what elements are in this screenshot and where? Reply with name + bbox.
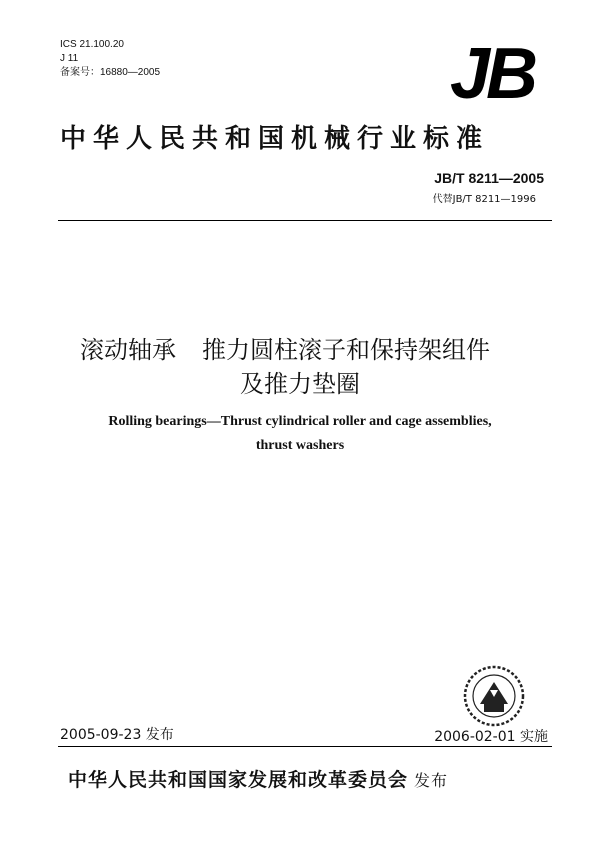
- ics-code: ICS 21.100.20: [60, 39, 124, 50]
- top-divider: [58, 220, 552, 221]
- chinese-title-line-1: [80, 330, 490, 365]
- issuing-authority-suffix: 发布: [414, 771, 449, 790]
- ccs-code: J 11: [60, 53, 79, 64]
- chinese-title-category: 滚动轴承: [80, 336, 176, 364]
- replaces-standard: 代替JB/T 8211—1996: [432, 194, 536, 205]
- english-title-line-2: thrust washers: [255, 438, 345, 453]
- english-title-line-1: Rolling bearings—Thrust cylindrical roller and cage assemblies,: [108, 414, 492, 429]
- registration-number: 备案号：16880—2005: [60, 67, 161, 78]
- jb-logo: JB: [449, 34, 534, 114]
- effective-date: 2006-02-01 实施: [434, 729, 548, 745]
- issued-date: 2005-09-23 发布: [60, 727, 174, 743]
- standard-organization-title: 中华人民共和国机械行业标准: [60, 124, 490, 154]
- issuing-authority: [68, 765, 448, 792]
- bottom-divider: [58, 746, 552, 747]
- issuer-seal-icon: [462, 664, 526, 728]
- standard-number: JB/T 8211—2005: [434, 170, 544, 186]
- chinese-title-subject: 推力圆柱滚子和保持架组件: [202, 336, 490, 364]
- chinese-title-line-2: 及推力垫圈: [240, 370, 360, 398]
- issuing-authority-name: 中华人民共和国国家发展和改革委员会: [68, 769, 409, 791]
